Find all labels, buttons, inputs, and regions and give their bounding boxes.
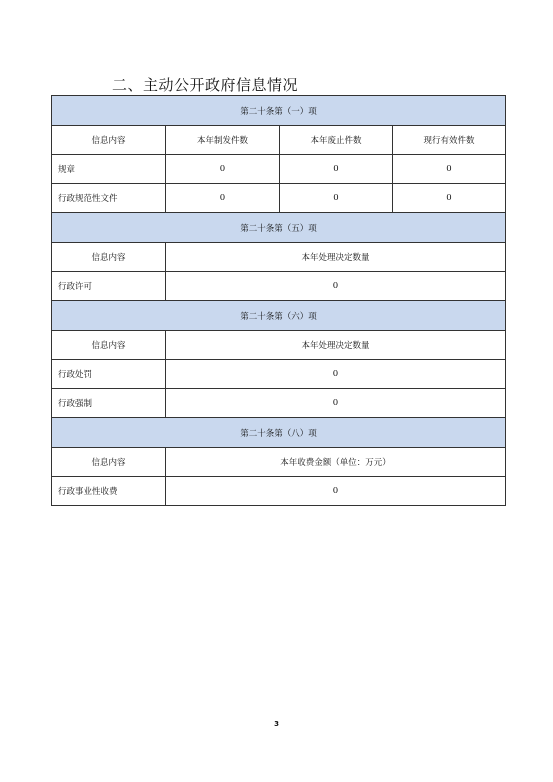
section-title: 第二十条第（六）项 (52, 301, 506, 331)
cell-value: 0 (393, 184, 506, 213)
table-row (52, 477, 506, 506)
row-label: 行政处罚 (52, 360, 166, 389)
column-header-row (52, 126, 506, 155)
section-header-row (52, 301, 506, 331)
row-label: 行政事业性收费 (52, 477, 166, 506)
page-number: 3 (274, 720, 279, 728)
table-row (52, 272, 506, 301)
row-label: 行政许可 (52, 272, 166, 301)
cell-value: 0 (166, 389, 506, 418)
table-row (52, 184, 506, 213)
column-header-row (52, 243, 506, 272)
section-header-row (52, 96, 506, 126)
column-header: 本年收费金额（单位：万元） (166, 448, 506, 477)
cell-value: 0 (166, 360, 506, 389)
table-row (52, 389, 506, 418)
column-header: 信息内容 (52, 448, 166, 477)
column-header: 本年处理决定数量 (166, 243, 506, 272)
cell-value: 0 (166, 477, 506, 506)
column-header: 信息内容 (52, 243, 166, 272)
table-row (52, 155, 506, 184)
column-header: 现行有效件数 (393, 126, 506, 155)
info-disclosure-table (51, 95, 506, 506)
section-title: 第二十条第（五）项 (52, 213, 506, 243)
table-row (52, 360, 506, 389)
section-title: 第二十条第（八）项 (52, 418, 506, 448)
column-header: 本年处理决定数量 (166, 331, 506, 360)
cell-value: 0 (393, 155, 506, 184)
cell-value: 0 (166, 155, 280, 184)
column-header: 信息内容 (52, 331, 166, 360)
section-heading: 二、主动公开政府信息情况 (112, 76, 299, 94)
column-header-row (52, 331, 506, 360)
row-label: 行政强制 (52, 389, 166, 418)
section-header-row (52, 213, 506, 243)
column-header: 本年废止件数 (280, 126, 393, 155)
column-header-row (52, 448, 506, 477)
row-label: 规章 (52, 155, 166, 184)
column-header: 本年制发件数 (166, 126, 280, 155)
row-label: 行政规范性文件 (52, 184, 166, 213)
cell-value: 0 (166, 184, 280, 213)
cell-value: 0 (166, 272, 506, 301)
cell-value: 0 (280, 184, 393, 213)
column-header: 信息内容 (52, 126, 166, 155)
section-header-row (52, 418, 506, 448)
section-title: 第二十条第（一）项 (52, 96, 506, 126)
cell-value: 0 (280, 155, 393, 184)
